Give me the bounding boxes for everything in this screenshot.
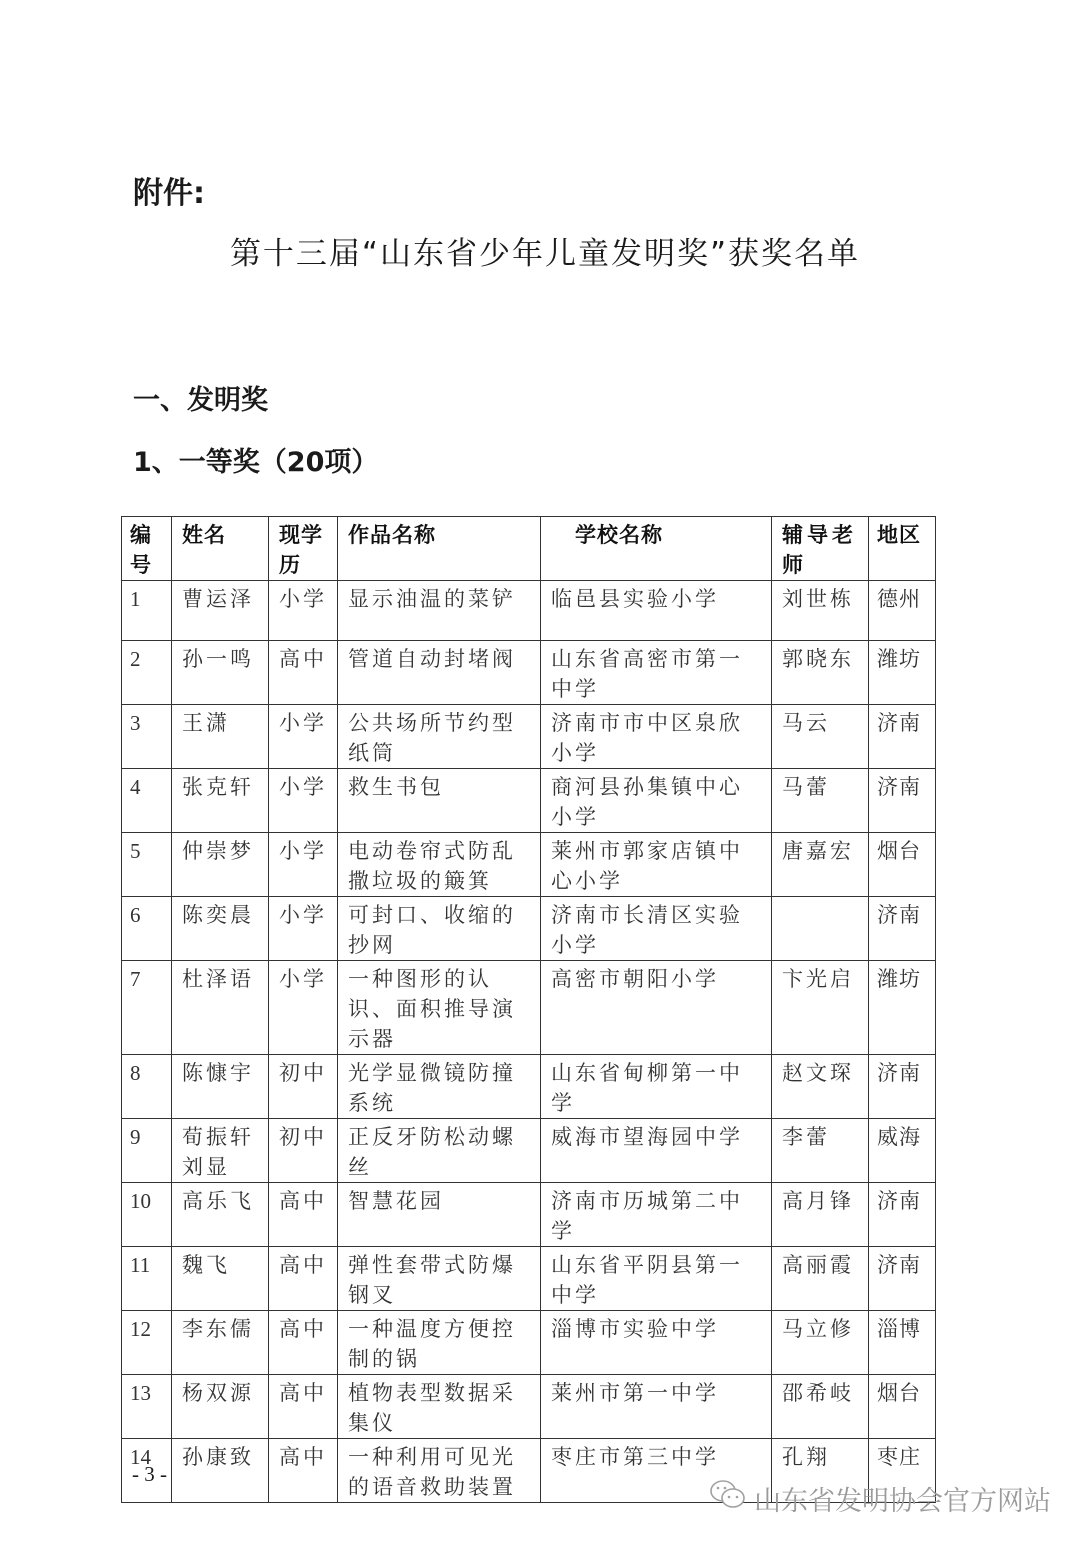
cell-region: 济南	[869, 769, 936, 833]
cell-teacher: 唐嘉宏	[772, 833, 869, 897]
cell-number: 5	[122, 833, 172, 897]
cell-education: 高中	[269, 1311, 338, 1375]
cell-work: 救生书包	[338, 769, 541, 833]
cell-name: 杜泽语	[172, 961, 269, 1055]
subsection-heading: 1、一等奖（20项）	[133, 447, 379, 478]
cell-education: 高中	[269, 1183, 338, 1247]
cell-name: 孙一鸣	[172, 641, 269, 705]
cell-number: 12	[122, 1311, 172, 1375]
cell-teacher: 马蕾	[772, 769, 869, 833]
cell-number: 6	[122, 897, 172, 961]
cell-work: 智慧花园	[338, 1183, 541, 1247]
cell-number: 11	[122, 1247, 172, 1311]
cell-name: 孙康致	[172, 1439, 269, 1503]
cell-teacher: 孔翔	[772, 1439, 869, 1503]
cell-school: 威海市望海园中学	[541, 1119, 772, 1183]
cell-school: 山东省平阴县第一中学	[541, 1247, 772, 1311]
table-row	[122, 1183, 936, 1247]
cell-education: 初中	[269, 1119, 338, 1183]
cell-school: 莱州市郭家店镇中心小学	[541, 833, 772, 897]
cell-region: 潍坊	[869, 961, 936, 1055]
cell-name: 陈慷宇	[172, 1055, 269, 1119]
cell-work: 可封口、收缩的抄网	[338, 897, 541, 961]
cell-work: 公共场所节约型纸筒	[338, 705, 541, 769]
table-row	[122, 1311, 936, 1375]
cell-work: 弹性套带式防爆钢叉	[338, 1247, 541, 1311]
table-row	[122, 705, 936, 769]
cell-education: 小学	[269, 705, 338, 769]
cell-work: 一种温度方便控制的锅	[338, 1311, 541, 1375]
cell-teacher: 卞光启	[772, 961, 869, 1055]
header-number: 编号	[122, 517, 172, 581]
table-row	[122, 961, 936, 1055]
cell-region: 潍坊	[869, 641, 936, 705]
table-row	[122, 581, 936, 641]
cell-work: 电动卷帘式防乱撒垃圾的簸箕	[338, 833, 541, 897]
cell-name: 曹运泽	[172, 581, 269, 641]
cell-work: 显示油温的菜铲	[338, 581, 541, 641]
cell-teacher	[772, 897, 869, 961]
attachment-label: 附件:	[133, 176, 205, 211]
cell-education: 高中	[269, 1439, 338, 1503]
cell-number: 8	[122, 1055, 172, 1119]
cell-teacher: 李蕾	[772, 1119, 869, 1183]
cell-education: 高中	[269, 1375, 338, 1439]
header-teacher: 辅导老师	[772, 517, 869, 581]
cell-name: 王潇	[172, 705, 269, 769]
wechat-icon	[708, 1478, 754, 1519]
cell-name: 杨双源	[172, 1375, 269, 1439]
cell-education: 小学	[269, 833, 338, 897]
cell-school: 枣庄市第三中学	[541, 1439, 772, 1503]
cell-education: 小学	[269, 961, 338, 1055]
header-education: 现学历	[269, 517, 338, 581]
cell-region: 济南	[869, 1183, 936, 1247]
table-row	[122, 897, 936, 961]
cell-region: 济南	[869, 705, 936, 769]
cell-education: 高中	[269, 641, 338, 705]
cell-work: 一种图形的认识、面积推导演示器	[338, 961, 541, 1055]
page-number: - 3 -	[132, 1462, 167, 1486]
cell-work: 管道自动封堵阀	[338, 641, 541, 705]
cell-name: 仲崇梦	[172, 833, 269, 897]
table-row	[122, 1375, 936, 1439]
cell-school: 山东省高密市第一中学	[541, 641, 772, 705]
section-heading: 一、发明奖	[133, 385, 268, 416]
cell-name: 魏飞	[172, 1247, 269, 1311]
header-name: 姓名	[172, 517, 269, 581]
cell-number: 9	[122, 1119, 172, 1183]
cell-work: 光学显微镜防撞系统	[338, 1055, 541, 1119]
cell-teacher: 郭晓东	[772, 641, 869, 705]
watermark	[708, 1478, 1051, 1519]
table-row	[122, 1247, 936, 1311]
header-work: 作品名称	[338, 517, 541, 581]
cell-region: 威海	[869, 1119, 936, 1183]
cell-education: 小学	[269, 897, 338, 961]
cell-school: 济南市市中区泉欣小学	[541, 705, 772, 769]
cell-education: 小学	[269, 769, 338, 833]
header-school: 学校名称	[541, 517, 772, 581]
cell-region: 济南	[869, 1247, 936, 1311]
cell-school: 济南市长清区实验小学	[541, 897, 772, 961]
table-row	[122, 833, 936, 897]
table-row	[122, 1119, 936, 1183]
cell-teacher: 刘世栋	[772, 581, 869, 641]
cell-number: 14	[122, 1439, 172, 1503]
cell-education: 高中	[269, 1247, 338, 1311]
cell-work: 植物表型数据采集仪	[338, 1375, 541, 1439]
header-region: 地区	[869, 517, 936, 581]
cell-school: 山东省甸柳第一中学	[541, 1055, 772, 1119]
cell-school: 济南市历城第二中学	[541, 1183, 772, 1247]
table-header-row	[122, 517, 936, 581]
cell-region: 淄博	[869, 1311, 936, 1375]
cell-teacher: 马云	[772, 705, 869, 769]
cell-name: 陈奕晨	[172, 897, 269, 961]
cell-school: 淄博市实验中学	[541, 1311, 772, 1375]
cell-name: 李东儒	[172, 1311, 269, 1375]
cell-teacher: 马立修	[772, 1311, 869, 1375]
cell-name: 张克轩	[172, 769, 269, 833]
table-row	[122, 769, 936, 833]
cell-number: 13	[122, 1375, 172, 1439]
cell-number: 10	[122, 1183, 172, 1247]
cell-teacher: 高丽霞	[772, 1247, 869, 1311]
cell-school: 莱州市第一中学	[541, 1375, 772, 1439]
award-table	[121, 516, 936, 1503]
cell-region: 济南	[869, 1055, 936, 1119]
cell-work: 一种利用可见光的语音救助装置	[338, 1439, 541, 1503]
cell-region: 烟台	[869, 833, 936, 897]
cell-name: 高乐飞	[172, 1183, 269, 1247]
cell-school: 高密市朝阳小学	[541, 961, 772, 1055]
cell-region: 烟台	[869, 1375, 936, 1439]
cell-teacher: 高月锋	[772, 1183, 869, 1247]
table-row	[122, 1055, 936, 1119]
watermark-text: 山东省发明协会官方网站	[754, 1486, 1051, 1517]
cell-number: 2	[122, 641, 172, 705]
cell-number: 4	[122, 769, 172, 833]
cell-number: 7	[122, 961, 172, 1055]
cell-work: 正反牙防松动螺丝	[338, 1119, 541, 1183]
cell-teacher: 赵文琛	[772, 1055, 869, 1119]
cell-number: 3	[122, 705, 172, 769]
cell-school: 商河县孙集镇中心小学	[541, 769, 772, 833]
cell-region: 济南	[869, 897, 936, 961]
cell-name: 荀振轩刘显	[172, 1119, 269, 1183]
cell-education: 初中	[269, 1055, 338, 1119]
cell-region: 德州	[869, 581, 936, 641]
cell-number: 1	[122, 581, 172, 641]
cell-education: 小学	[269, 581, 338, 641]
cell-teacher: 邵希岐	[772, 1375, 869, 1439]
cell-region: 枣庄	[869, 1439, 936, 1503]
cell-school: 临邑县实验小学	[541, 581, 772, 641]
document-title: 第十三届“山东省少年儿童发明奖”获奖名单	[229, 236, 861, 272]
table-row	[122, 641, 936, 705]
